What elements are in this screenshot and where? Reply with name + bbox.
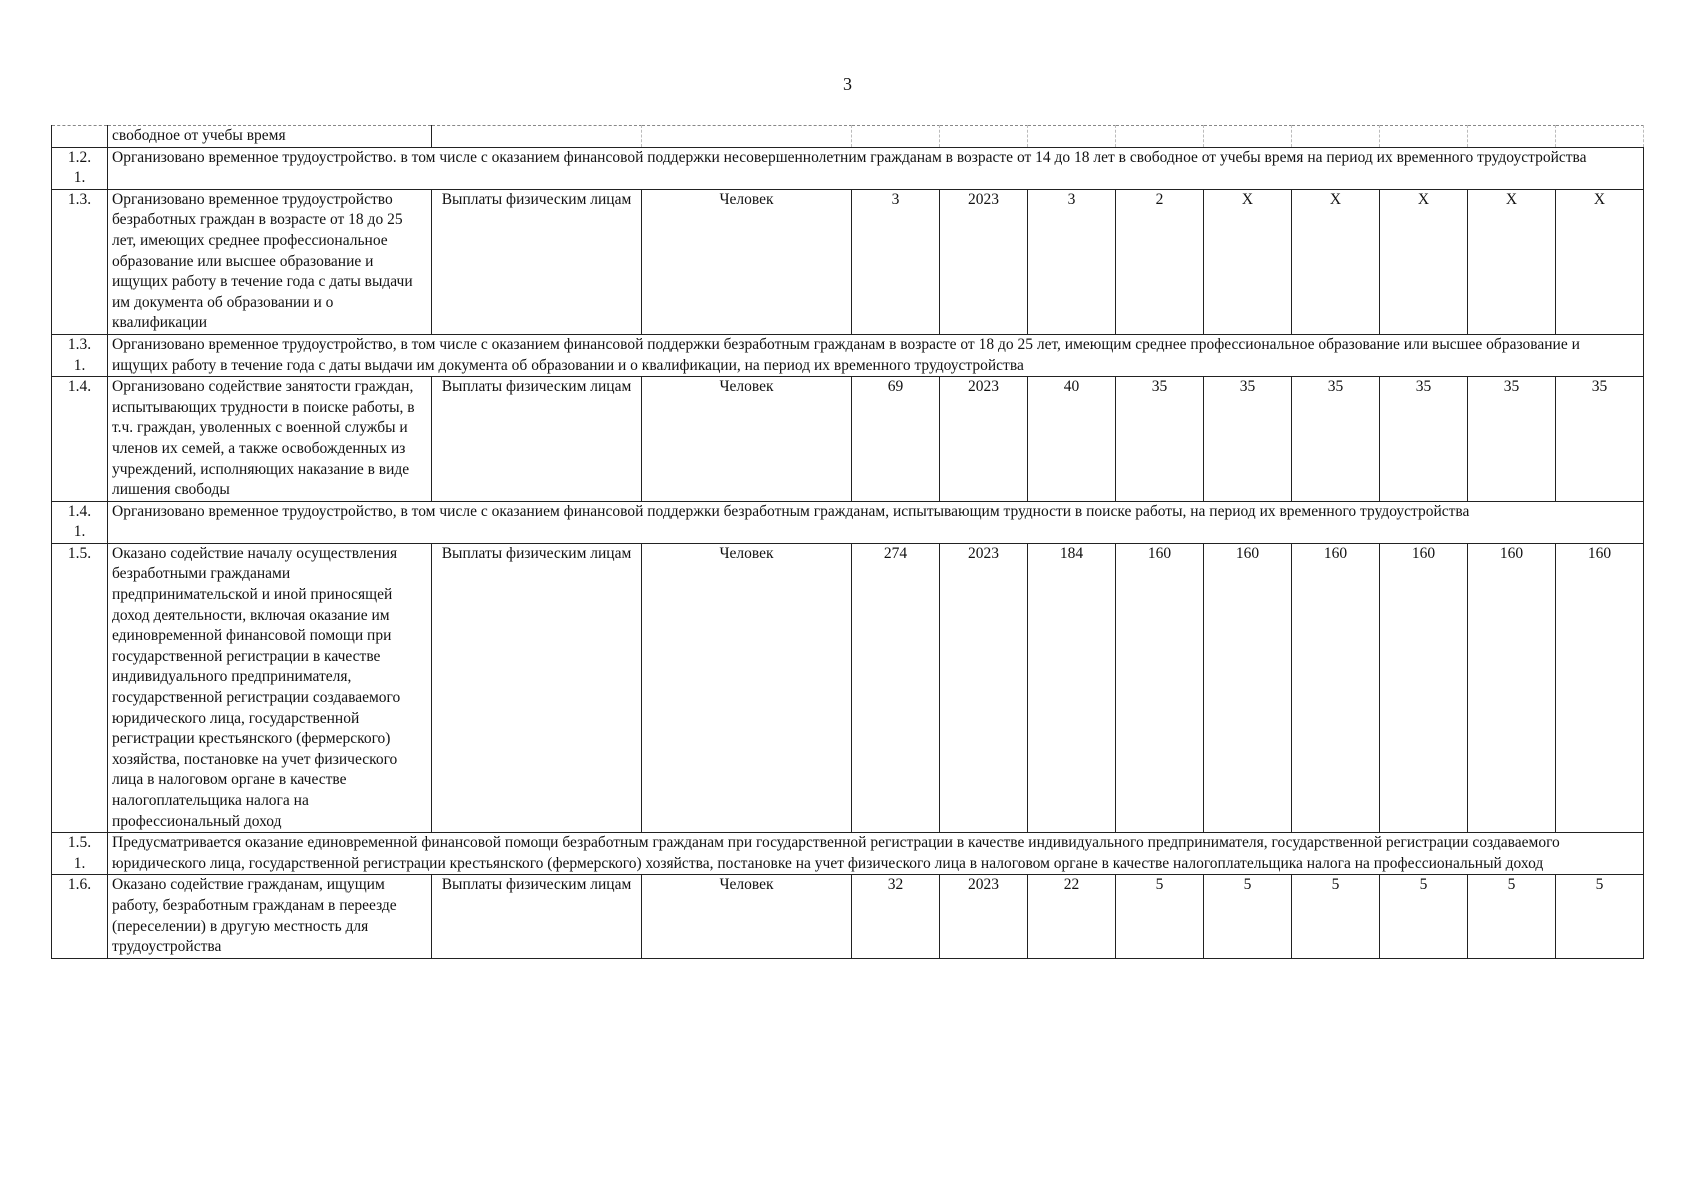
value-cell: 69 (852, 377, 940, 502)
value-cell: 35 (1468, 377, 1556, 502)
value-cell: 2023 (940, 377, 1028, 502)
value-cell: 160 (1116, 543, 1204, 832)
value-cell: 160 (1204, 543, 1292, 832)
item-number: 1.2. 1. (52, 147, 108, 189)
sub-item-text: Организовано временное трудоустройство, в том числе с оказанием финансовой поддержки безработным гражданам, испытывающим трудности в поиске работы, на период их временного трудоустройства (108, 501, 1644, 543)
sub-item-row (52, 501, 1644, 543)
value-cell: 160 (1380, 543, 1468, 832)
continuation-text: свободное от учебы время (108, 126, 432, 148)
indicator-description: Оказано содействие началу осуществления безработными гражданами предпринимательской и иной приносящей доход деятельности, включая оказание им единовременной финансовой помощи при государственной регистрации в качестве индивидуального предпринимателя, государственной регистрации создаваемого юридического лица, государственной регистрации крестьянского (фермерского) хозяйства, постановке на учет физического лица в налоговом органе в качестве налогоплательщика налога на профессиональный доход (108, 543, 432, 832)
payment-type: Выплаты физическим лицам (432, 189, 642, 334)
value-cell: 2 (1116, 189, 1204, 334)
indicator-description: Оказано содействие гражданам, ищущим работу, безработным гражданам в переезде (переселении) в другую местность для трудоустройства (108, 875, 432, 958)
item-number: 1.4. 1. (52, 501, 108, 543)
value-cell: 35 (1116, 377, 1204, 502)
indicator-row (52, 189, 1644, 334)
indicator-row (52, 543, 1644, 832)
unit-of-measure: Человек (642, 875, 852, 958)
value-cell: 160 (1556, 543, 1644, 832)
value-cell: 2023 (940, 189, 1028, 334)
value-cell: 160 (1292, 543, 1380, 832)
value-cell: 5 (1292, 875, 1380, 958)
value-cell: X (1556, 189, 1644, 334)
item-number: 1.5. 1. (52, 833, 108, 875)
value-cell: X (1204, 189, 1292, 334)
value-cell: 5 (1204, 875, 1292, 958)
value-cell: 160 (1468, 543, 1556, 832)
payment-type: Выплаты физическим лицам (432, 543, 642, 832)
value-cell: 184 (1028, 543, 1116, 832)
value-cell: X (1292, 189, 1380, 334)
continuation-row (52, 126, 1644, 148)
continuation-num-cell (52, 126, 108, 148)
unit-of-measure: Человек (642, 189, 852, 334)
sub-item-row (52, 147, 1644, 189)
payment-type: Выплаты физическим лицам (432, 875, 642, 958)
value-cell: 274 (852, 543, 940, 832)
unit-of-measure: Человек (642, 377, 852, 502)
value-cell: 3 (1028, 189, 1116, 334)
item-number: 1.3. (52, 189, 108, 334)
indicator-row (52, 875, 1644, 958)
item-number: 1.3. 1. (52, 334, 108, 376)
value-cell: X (1380, 189, 1468, 334)
value-cell: 35 (1380, 377, 1468, 502)
item-number: 1.5. (52, 543, 108, 832)
indicator-description: Организовано временное трудоустройство безработных граждан в возрасте от 18 до 25 лет, имеющих среднее профессиональное образование или высшее образование и ищущих работу в течение года с даты выдачи им документа об образовании и о квалификации (108, 189, 432, 334)
sub-item-row (52, 833, 1644, 875)
payment-type: Выплаты физическим лицам (432, 377, 642, 502)
indicator-description: Организовано содействие занятости граждан, испытывающих трудности в поиске работы, в т.ч. граждан, уволенных с военной службы и членов их семей, а также освобожденных из учреждений, исполняющих наказание в виде лишения свободы (108, 377, 432, 502)
sub-item-row (52, 334, 1644, 376)
unit-of-measure: Человек (642, 543, 852, 832)
value-cell: 35 (1292, 377, 1380, 502)
value-cell: 22 (1028, 875, 1116, 958)
value-cell: 5 (1468, 875, 1556, 958)
item-number: 1.6. (52, 875, 108, 958)
sub-item-text: Предусматривается оказание единовременной финансовой помощи безработным гражданам при государственной регистрации в качестве индивидуального предпринимателя, государственной регистрации создаваемого юридического лица, государственной регистрации крестьянского (фермерского) хозяйства, постановке на учет физического лица в налоговом органе в качестве налогоплательщика налога на профессиональный доход (108, 833, 1644, 875)
page-number: 3 (843, 74, 852, 94)
value-cell: 35 (1556, 377, 1644, 502)
value-cell: X (1468, 189, 1556, 334)
item-number: 1.4. (52, 377, 108, 502)
value-cell: 2023 (940, 875, 1028, 958)
sub-item-text: Организовано временное трудоустройство, в том числе с оказанием финансовой поддержки безработным гражданам в возрасте от 18 до 25 лет, имеющим среднее профессиональное образование или высшее образование и ищущих работу в течение года с даты выдачи им документа об образовании и о квалификации, на период их временного трудоустройства (108, 334, 1644, 376)
sub-item-text: Организовано временное трудоустройство. в том числе с оказанием финансовой поддержки несовершеннолетним гражданам в возрасте от 14 до 18 лет в свободное от учебы время на период их временного трудоустройства (108, 147, 1644, 189)
indicators-table (51, 125, 1644, 959)
value-cell: 5 (1116, 875, 1204, 958)
indicator-row (52, 377, 1644, 502)
value-cell: 2023 (940, 543, 1028, 832)
value-cell: 40 (1028, 377, 1116, 502)
value-cell: 5 (1380, 875, 1468, 958)
value-cell: 3 (852, 189, 940, 334)
value-cell: 32 (852, 875, 940, 958)
value-cell: 5 (1556, 875, 1644, 958)
value-cell: 35 (1204, 377, 1292, 502)
